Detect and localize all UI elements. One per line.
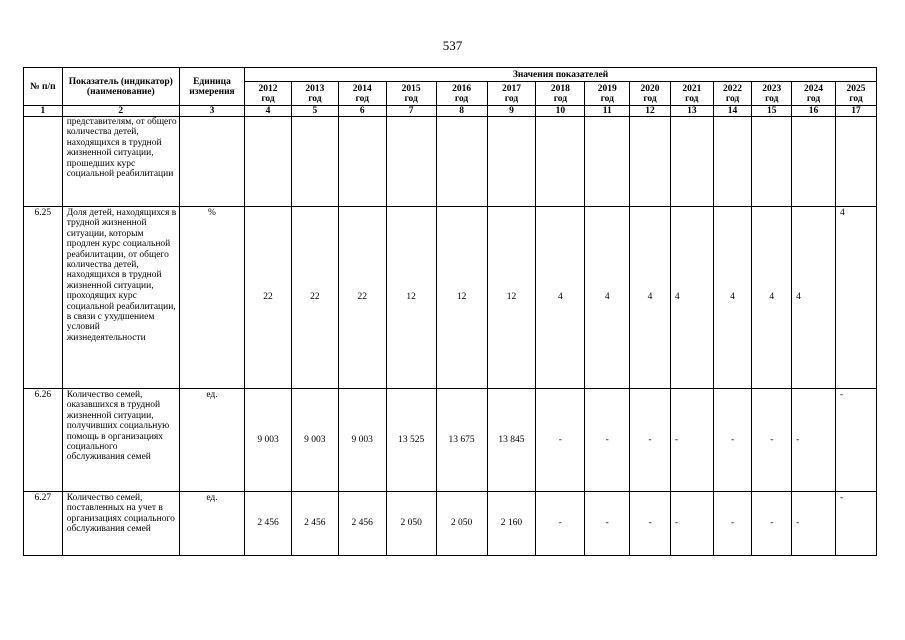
column-number: 3 xyxy=(179,106,244,117)
value-cell: 12 xyxy=(487,207,536,389)
value-cell: 2 456 xyxy=(291,492,338,556)
value-cell: 13 525 xyxy=(386,389,436,492)
header-values: Значения показателей xyxy=(245,68,877,82)
indicator-name: Количество семей, оказавшихся в трудной жизненной ситуации, получивших социальную помощь в организациях социального обслуживания семей xyxy=(62,389,179,492)
unit-cell: ед. xyxy=(179,492,244,556)
value-cell: - xyxy=(713,492,752,556)
column-number: 13 xyxy=(670,106,713,117)
value-cell: 13 845 xyxy=(487,389,536,492)
unit-cell: ед. xyxy=(179,389,244,492)
value-cell: 2 456 xyxy=(245,492,292,556)
value-cell: 4 xyxy=(835,207,876,389)
header-year-cell: 2012 год xyxy=(245,82,292,106)
value-cell: 9 003 xyxy=(338,389,386,492)
value-cell: 13 675 xyxy=(436,389,487,492)
value-cell xyxy=(536,117,585,207)
table-row-continuation xyxy=(24,117,877,207)
row-number xyxy=(24,117,63,207)
value-cell: 22 xyxy=(338,207,386,389)
column-number: 8 xyxy=(436,106,487,117)
value-cell xyxy=(245,117,292,207)
header-year-cell: 2025 год xyxy=(835,82,876,106)
unit-cell: % xyxy=(179,207,244,389)
indicator-name: представителям, от общего количества детей, находящихся в трудной жизненной ситуации, прошедших курс социальной реабилитации xyxy=(62,117,179,207)
value-cell xyxy=(291,117,338,207)
value-cell: - xyxy=(585,492,630,556)
value-cell: 2 160 xyxy=(487,492,536,556)
header-row-number: № п/п xyxy=(24,68,63,106)
value-cell: - xyxy=(752,492,792,556)
value-cell: 9 003 xyxy=(245,389,292,492)
column-number: 6 xyxy=(338,106,386,117)
header-year-cell: 2017 год xyxy=(487,82,536,106)
column-number: 5 xyxy=(291,106,338,117)
value-cell xyxy=(338,117,386,207)
value-cell xyxy=(487,117,536,207)
value-cell: - xyxy=(630,492,671,556)
value-cell: 4 xyxy=(713,207,752,389)
value-cell xyxy=(436,117,487,207)
column-number: 4 xyxy=(245,106,292,117)
value-cell: - xyxy=(713,389,752,492)
value-cell xyxy=(630,117,671,207)
header-unit: Единица измерения xyxy=(179,68,244,106)
value-cell: - xyxy=(536,492,585,556)
header-year-cell: 2016 год xyxy=(436,82,487,106)
header-year-cell: 2013 год xyxy=(291,82,338,106)
indicator-table xyxy=(23,67,877,556)
header-row-1 xyxy=(24,68,877,82)
column-number: 9 xyxy=(487,106,536,117)
value-cell: - xyxy=(670,389,713,492)
column-number: 16 xyxy=(792,106,836,117)
value-cell: 12 xyxy=(386,207,436,389)
value-cell xyxy=(835,117,876,207)
page-number: 537 xyxy=(442,38,463,53)
value-cell: - xyxy=(752,389,792,492)
table-row xyxy=(24,389,877,492)
value-cell xyxy=(792,117,836,207)
row-number: 6.27 xyxy=(24,492,63,556)
column-number: 7 xyxy=(386,106,436,117)
column-number: 15 xyxy=(752,106,792,117)
value-cell: - xyxy=(585,389,630,492)
header-year-cell: 2023 год xyxy=(752,82,792,106)
value-cell: - xyxy=(835,389,876,492)
value-cell: - xyxy=(792,389,836,492)
header-year-cell: 2022 год xyxy=(713,82,752,106)
unit-cell xyxy=(179,117,244,207)
value-cell: - xyxy=(536,389,585,492)
value-cell: 12 xyxy=(436,207,487,389)
indicator-name: Количество семей, поставленных на учет в организациях социального обслуживания семей xyxy=(62,492,179,556)
header-year-cell: 2015 год xyxy=(386,82,436,106)
value-cell: 22 xyxy=(291,207,338,389)
header-year-cell: 2019 год xyxy=(585,82,630,106)
row-number: 6.26 xyxy=(24,389,63,492)
column-number: 12 xyxy=(630,106,671,117)
value-cell: 22 xyxy=(245,207,292,389)
table-row xyxy=(24,207,877,389)
header-indicator: Показатель (индикатор) (наименование) xyxy=(62,68,179,106)
column-number-row xyxy=(24,106,877,117)
column-number: 10 xyxy=(536,106,585,117)
value-cell: - xyxy=(792,492,836,556)
value-cell xyxy=(670,117,713,207)
value-cell: 4 xyxy=(585,207,630,389)
value-cell xyxy=(386,117,436,207)
header-year-cell: 2014 год xyxy=(338,82,386,106)
value-cell: 4 xyxy=(792,207,836,389)
value-cell: 2 050 xyxy=(386,492,436,556)
header-year-cell: 2021 год xyxy=(670,82,713,106)
row-number: 6.25 xyxy=(24,207,63,389)
value-cell: 4 xyxy=(630,207,671,389)
column-number: 14 xyxy=(713,106,752,117)
header-year-cell: 2024 год xyxy=(792,82,836,106)
column-number: 1 xyxy=(24,106,63,117)
value-cell: 4 xyxy=(536,207,585,389)
value-cell: 2 050 xyxy=(436,492,487,556)
column-number: 17 xyxy=(835,106,876,117)
value-cell: - xyxy=(835,492,876,556)
table-row xyxy=(24,492,877,556)
value-cell: - xyxy=(670,492,713,556)
header-year-cell: 2018 год xyxy=(536,82,585,106)
value-cell: 2 456 xyxy=(338,492,386,556)
indicator-name: Доля детей, находящихся в трудной жизненной ситуации, которым продлен курс социальной реабилитации, от общего количества детей, находящихся в трудной жизненной ситуации, проходящих курс социальной реабилитации, в связи с ухудшением условий жизнедеятельности xyxy=(62,207,179,389)
value-cell: 4 xyxy=(670,207,713,389)
value-cell xyxy=(752,117,792,207)
value-cell: 9 003 xyxy=(291,389,338,492)
header-year-cell: 2020 год xyxy=(630,82,671,106)
column-number: 11 xyxy=(585,106,630,117)
column-number: 2 xyxy=(62,106,179,117)
value-cell xyxy=(585,117,630,207)
value-cell: 4 xyxy=(752,207,792,389)
value-cell: - xyxy=(630,389,671,492)
value-cell xyxy=(713,117,752,207)
